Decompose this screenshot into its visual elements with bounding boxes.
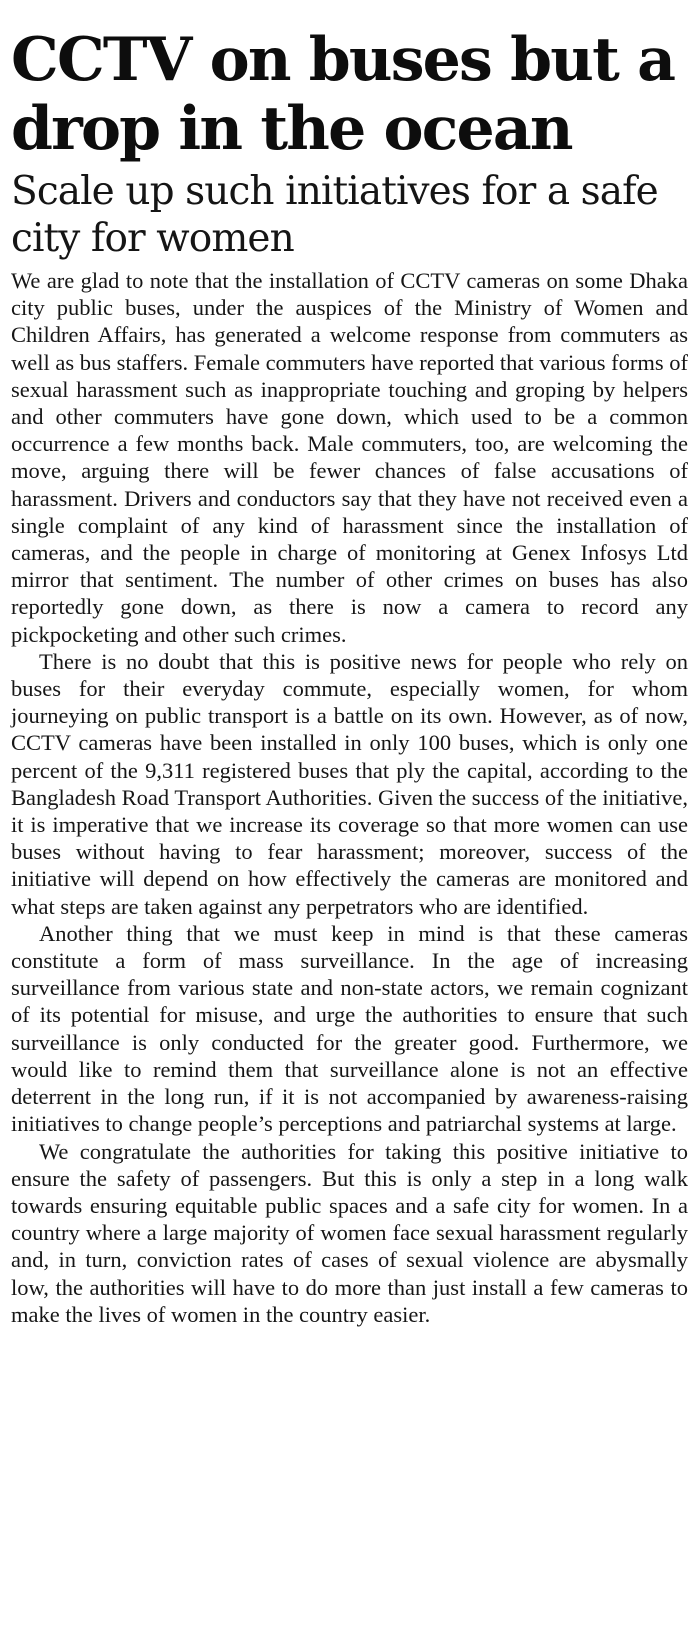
paragraph-2: There is no doubt that this is positive news for people who rely on buses for their everyday commute, especially women, for whom journeying on public transport is a battle on its own. However, as of now, CCTV cameras have been installed in only 100 buses, which is only one percent of the 9,311 registered buses that ply the capital, according to the Bangladesh Road Transport Authorities. Given the success of the initiative, it is imperative that we increase its coverage so that more women can use buses without having to fear harassment; moreover, success of the initiative will depend on how effectively the cameras are monitored and what steps are taken against any perpetrators who are identified. [11, 648, 688, 919]
paragraph-1: We are glad to note that the installation of CCTV cameras on some Dhaka city public buses, under the auspices of the Ministry of Women and Children Affairs, has generated a welcome response from commuters as well as bus staffers. Female commuters have reported that various forms of sexual harassment such as inappropriate touching and groping by helpers and other commuters have gone down, which used to be a common occurrence a few months back. Male commuters, too, are welcoming the move, arguing there will be fewer chances of false accusations of harassment. Drivers and conductors say that they have not received even a single complaint of any kind of harassment since the installation of cameras, and the people in charge of monitoring at Genex Infosys Ltd mirror that sentiment. The number of other crimes on buses has also reportedly gone down, as there is now a camera to record any pickpocketing and other such crimes. [11, 268, 688, 647]
headline: CCTV on buses but a drop in the ocean [11, 25, 675, 164]
subheadline: Scale up such initiatives for a safe city for women [11, 169, 658, 261]
article-body [11, 267, 688, 1328]
paragraph-3: Another thing that we must keep in mind is that these cameras constitute a form of mass surveillance. In the age of increasing surveillance from various state and non-state actors, we remain cognizant of its potential for misuse, and urge the authorities to ensure that such surveillance is only conducted for the greater good. Furthermore, we would like to remind them that surveillance alone is not an effective deterrent in the long run, if it is not accompanied by awareness-raising initiatives to change people’s perceptions and patriarchal systems at large. [11, 920, 688, 1137]
paragraph-4: We congratulate the authorities for taking this positive initiative to ensure the safety of passengers. But this is only a step in a long walk towards ensuring equitable public spaces and a safe city for women. In a country where a large majority of women face sexual harassment regularly and, in turn, conviction rates of cases of sexual violence are abysmally low, the authorities will have to do more than just install a few cameras to make the lives of women in the country easier. [11, 1138, 688, 1327]
